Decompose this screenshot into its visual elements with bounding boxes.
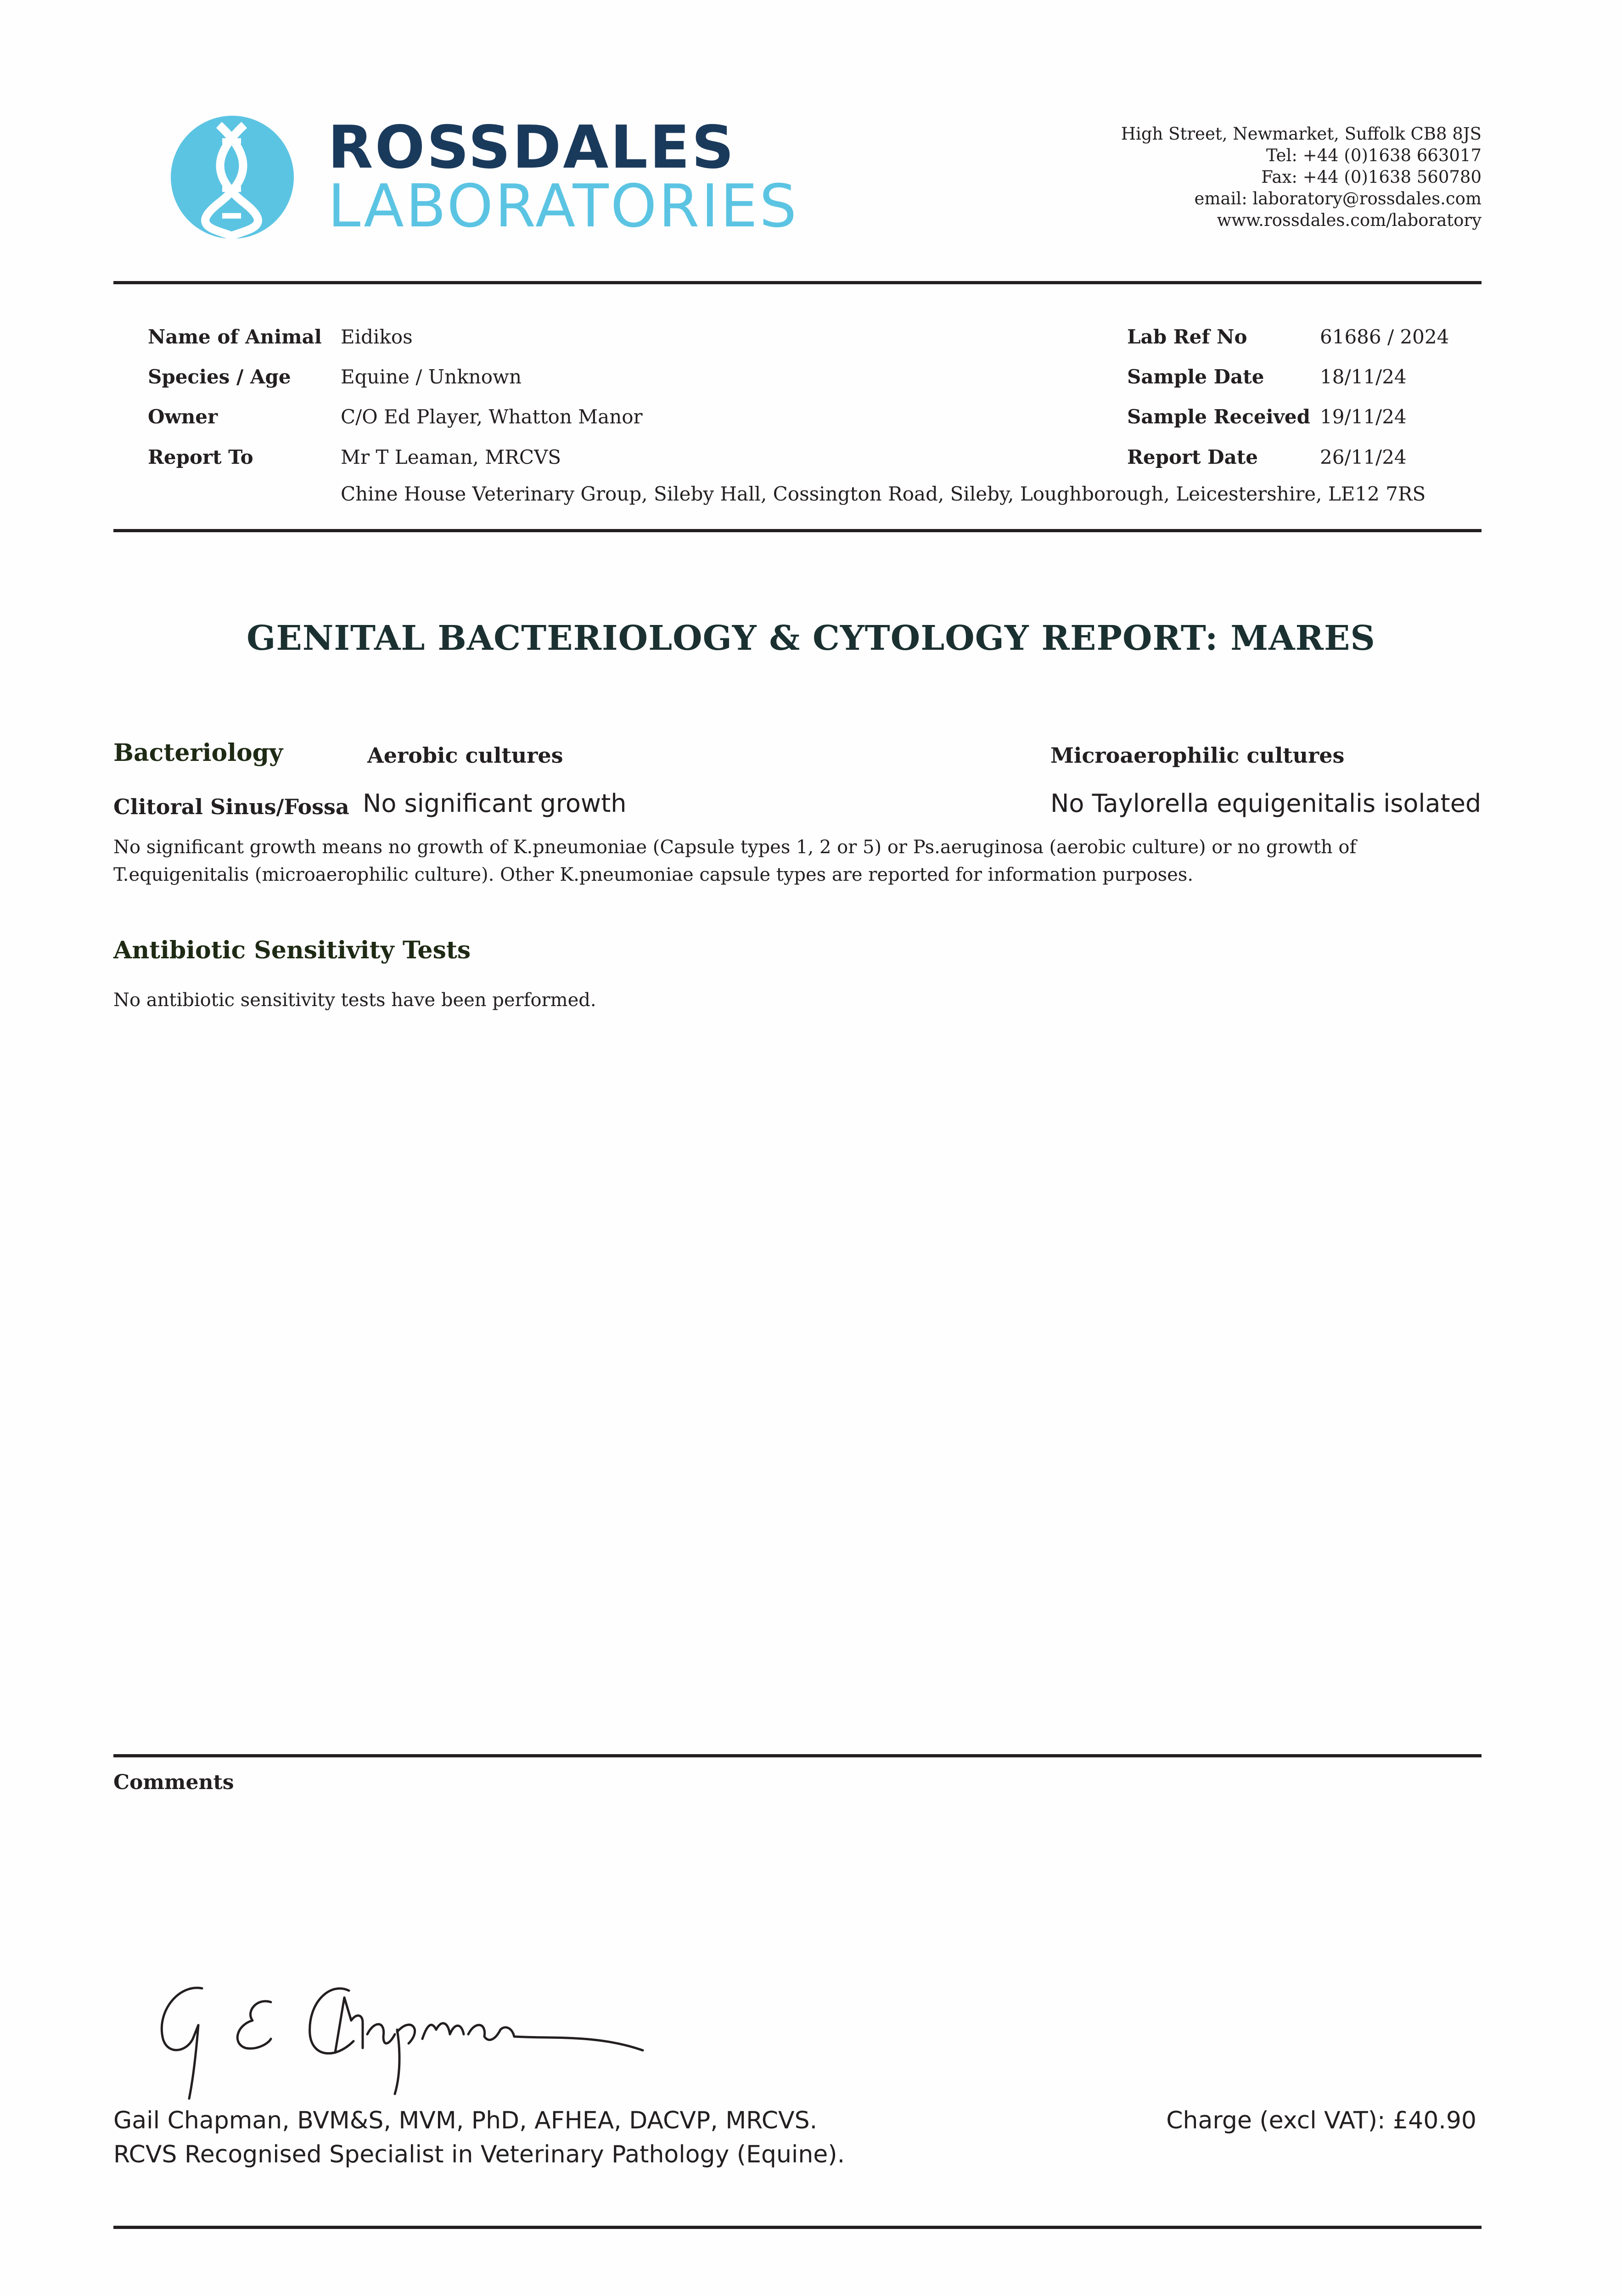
animal-value: Eidikos bbox=[341, 326, 413, 348]
lab-ref-value: 61686 / 2024 bbox=[1320, 326, 1449, 348]
comments-heading: Comments bbox=[113, 1771, 234, 1794]
bacteriology-note: No significant growth means no growth of K.pneumoniae (Capsule types 1, 2 or 5) or Ps.aeruginosa (aerobic culture) or no growth of T.equigenitalis (microaerophilic culture). Other K.pneumoniae capsule types are reported for information purposes. bbox=[113, 837, 1357, 885]
sample-received-value: 19/11/24 bbox=[1320, 405, 1407, 428]
signatory-name: Gail Chapman, BVM&S, MVM, PhD, AFHEA, DACVP, MRCVS. bbox=[113, 2107, 818, 2134]
species-label: Species / Age bbox=[148, 366, 291, 388]
dna-logo-icon bbox=[171, 116, 294, 239]
charge: Charge (excl VAT): £40.90 bbox=[1166, 2107, 1476, 2134]
report-to-value: Mr T Leaman, MRCVS bbox=[341, 446, 561, 468]
sample-date-value: 18/11/24 bbox=[1320, 366, 1407, 388]
website: www.rossdales.com/laboratory bbox=[1217, 210, 1482, 230]
antibiotic-heading: Antibiotic Sensitivity Tests bbox=[113, 936, 471, 964]
aerobic-header: Aerobic cultures bbox=[367, 743, 563, 768]
divider bbox=[113, 281, 1482, 284]
bacteriology-heading: Bacteriology bbox=[113, 739, 283, 767]
report-title: GENITAL BACTERIOLOGY & CYTOLOGY REPORT: MARES bbox=[247, 619, 1375, 658]
antibiotic-text: No antibiotic sensitivity tests have been performed. bbox=[113, 990, 596, 1011]
fax: Fax: +44 (0)1638 560780 bbox=[1261, 167, 1482, 187]
signatory-role: RCVS Recognised Specialist in Veterinary Pathology (Equine). bbox=[113, 2141, 845, 2168]
microaerophilic-result: No Taylorella equigenitalis isolated bbox=[1050, 789, 1482, 818]
email: email: laboratory@rossdales.com bbox=[1194, 189, 1482, 208]
sample-site: Clitoral Sinus/Fossa bbox=[113, 794, 349, 819]
microaerophilic-header: Microaerophilic cultures bbox=[1050, 743, 1345, 768]
address: High Street, Newmarket, Suffolk CB8 8JS bbox=[1121, 124, 1482, 144]
divider bbox=[113, 529, 1482, 532]
brand-name: ROSSDALES bbox=[328, 113, 736, 182]
divider bbox=[113, 2226, 1482, 2229]
contact-block bbox=[1121, 123, 1482, 231]
owner-value: C/O Ed Player, Whatton Manor bbox=[341, 405, 643, 428]
telephone: Tel: +44 (0)1638 663017 bbox=[1266, 146, 1482, 165]
handwritten-signature bbox=[147, 1970, 670, 2108]
lab-ref-label: Lab Ref No bbox=[1127, 326, 1247, 348]
species-value: Equine / Unknown bbox=[341, 366, 522, 388]
divider bbox=[113, 1754, 1482, 1757]
report-to-label: Report To bbox=[148, 446, 253, 468]
sample-received-label: Sample Received bbox=[1127, 405, 1311, 428]
sample-date-label: Sample Date bbox=[1127, 366, 1264, 388]
aerobic-result: No significant growth bbox=[363, 789, 627, 818]
owner-label: Owner bbox=[148, 405, 218, 428]
report-date-value: 26/11/24 bbox=[1320, 446, 1407, 468]
animal-label: Name of Animal bbox=[148, 326, 322, 348]
report-date-label: Report Date bbox=[1127, 446, 1258, 468]
brand-subname: LABORATORIES bbox=[328, 172, 799, 241]
report-to-address: Chine House Veterinary Group, Sileby Hall, Cossington Road, Sileby, Loughborough, Leicestershire, LE12 7RS bbox=[341, 483, 1426, 505]
